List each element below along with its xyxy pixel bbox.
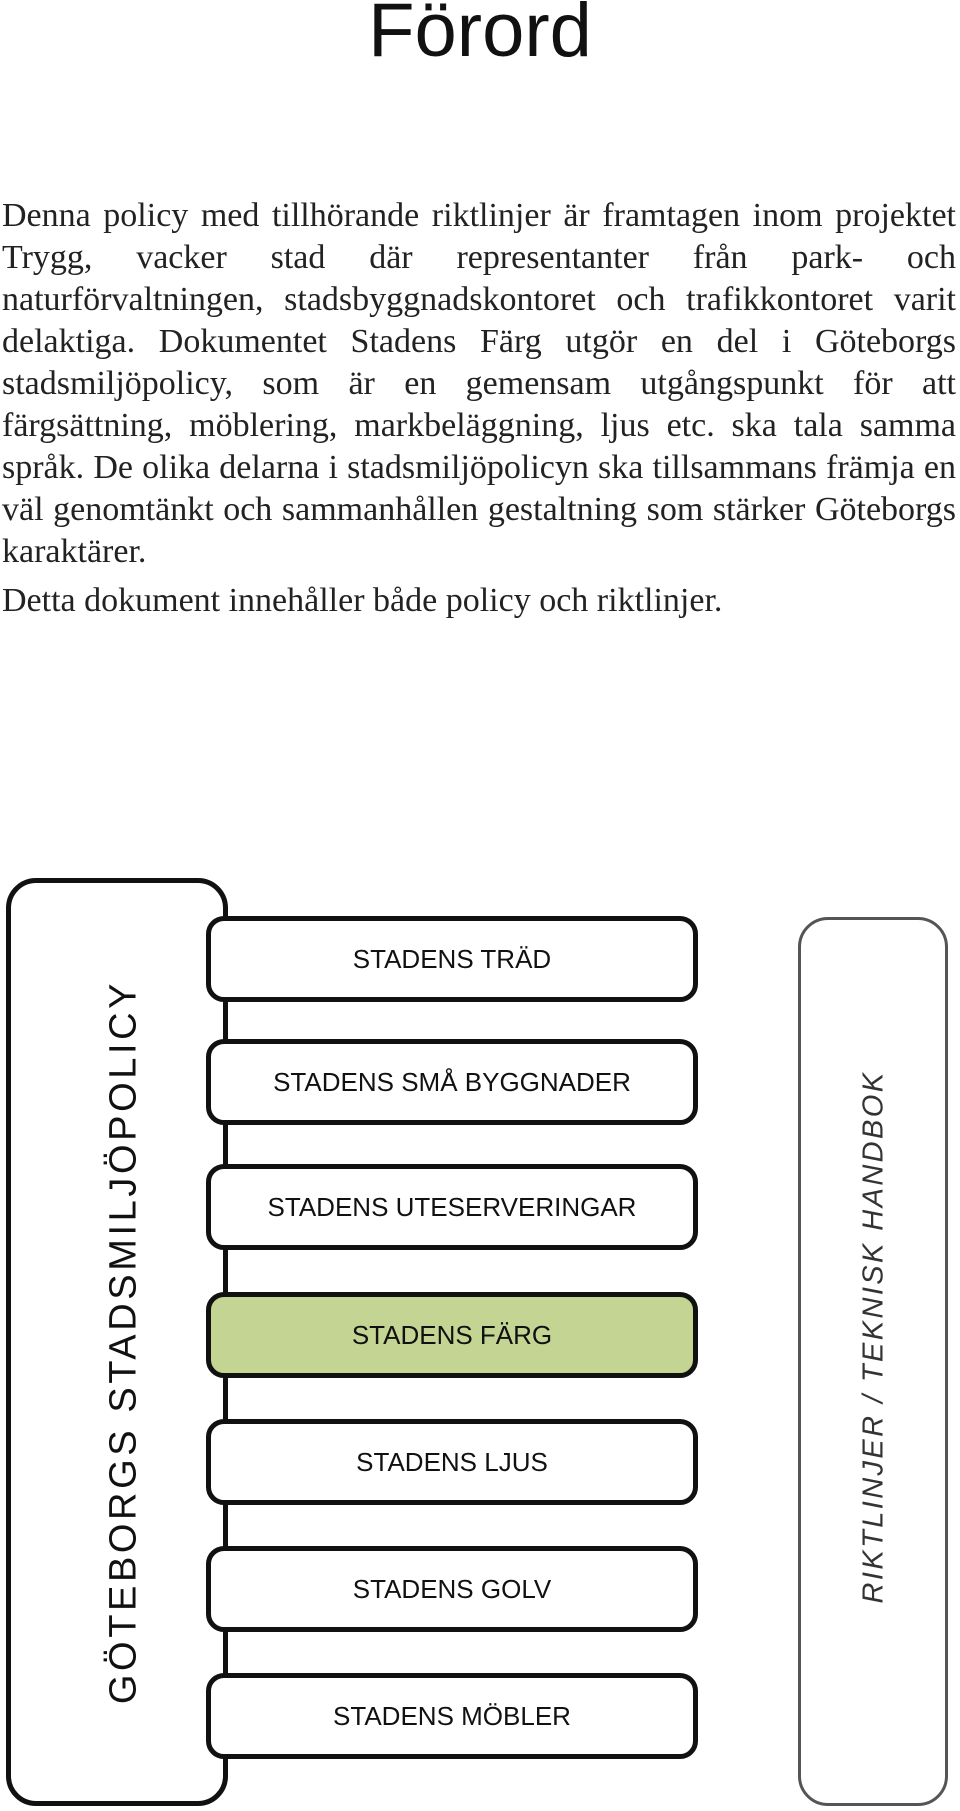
policy-item-golv (206, 1546, 698, 1632)
policy-item-label: STADENS FÄRG (351, 1319, 553, 1350)
page-title: Förord (368, 0, 592, 73)
policy-item-label: STADENS SMÅ BYGGNADER (273, 1066, 631, 1097)
policy-item-mobler (206, 1673, 698, 1759)
policy-item-label: STADENS UTESERVERINGAR (267, 1191, 637, 1222)
policy-item-trad (206, 916, 698, 1002)
policy-item-label: STADENS MÖBLER (333, 1700, 571, 1731)
policy-item-label: STADENS LJUS (356, 1446, 548, 1477)
policy-item-label: STADENS TRÄD (352, 943, 552, 974)
preface-paragraph-1: Denna policy med tillhörande riktlinjer är framtagen inom projektet Trygg, vacker stad där representanter från park- och naturförvaltningen, stadsbyggnadskontoret och trafikkontoret varit delaktiga. Dokumentet Stadens Färg utgör en del i Göteborgs stadsmiljöpolicy, som är en gemensam utgångspunkt för att färgsättning, möblering, markbeläggning, ljus etc. ska tala samma språk. De olika delarna i stadsmiljöpolicyn ska tillsammans främja en väl genomtänkt och sammanhållen gestaltning som stärker Göteborgs karaktärer. (2, 197, 956, 570)
policy-item-farg (206, 1292, 698, 1378)
policy-item-uteserveringar (206, 1164, 698, 1250)
policy-item-ljus (206, 1419, 698, 1505)
guidelines-label-text: RIKTLINJER / TEKNISK HANDBOK (857, 1070, 890, 1604)
policy-item-label: STADENS GOLV (352, 1573, 552, 1604)
policy-item-sma-byggnader (206, 1039, 698, 1125)
preface-paragraph-2: Detta dokument innehåller både policy och riktlinjer. (2, 582, 723, 619)
policy-label-text: GÖTEBORGS STADSMILJÖPOLICY (102, 979, 145, 1705)
